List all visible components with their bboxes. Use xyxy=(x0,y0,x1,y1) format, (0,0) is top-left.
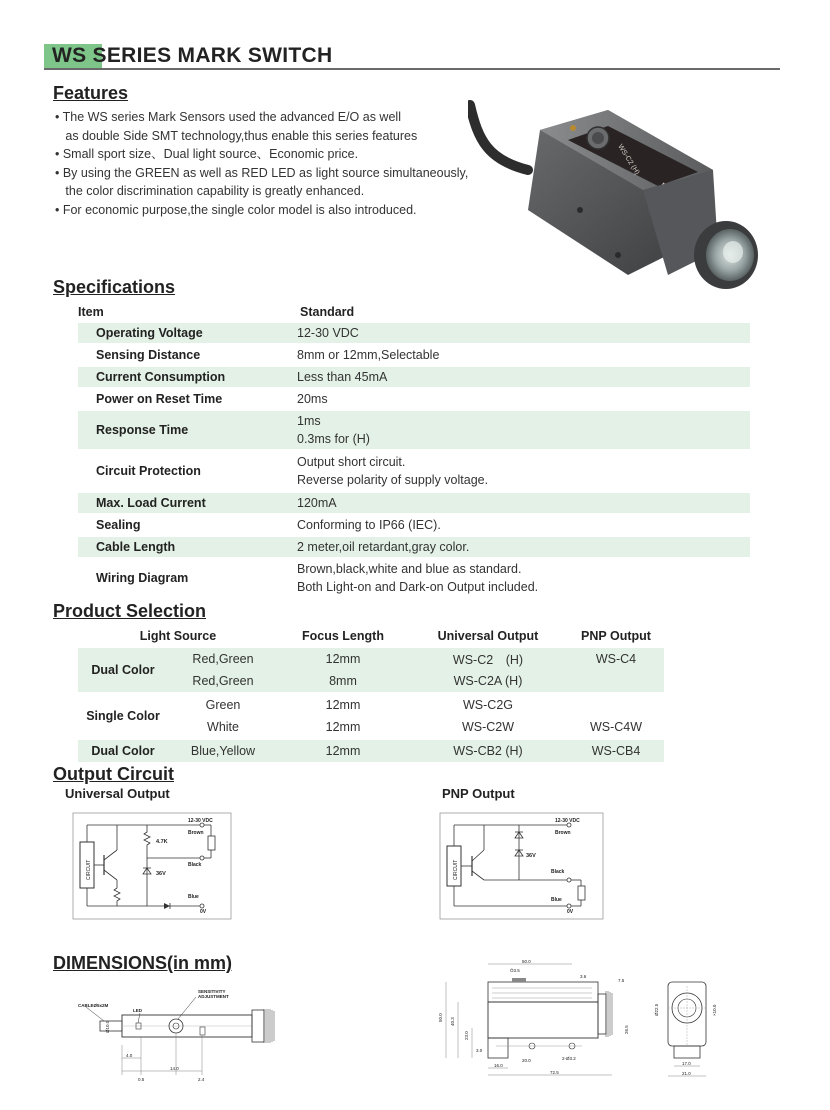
dim-value: 3.0 xyxy=(476,1048,483,1053)
spec-value: Output short circuit. xyxy=(297,455,406,469)
selection-row xyxy=(168,716,664,738)
spec-item: Wiring Diagram xyxy=(96,571,189,585)
spec-value: 0.3ms for (H) xyxy=(297,432,370,446)
spec-row xyxy=(78,345,750,365)
dim-cable-label: CABLEØ5x2M xyxy=(78,1003,109,1008)
circuit-label: CIRCUIT xyxy=(86,859,92,880)
feature-line: • Small sport size、Dual light source、Economic price. xyxy=(55,147,359,161)
light-source: White xyxy=(207,720,239,734)
focus-length: 8mm xyxy=(329,674,357,688)
universal-output: WS-C2W xyxy=(461,720,515,734)
focus-length: 12mm xyxy=(325,652,361,666)
dimensions-heading: DIMENSIONS(in mm) xyxy=(53,953,233,973)
ground-label: 0V xyxy=(200,909,207,915)
dim-value: 3.6 xyxy=(580,974,587,979)
spec-item: Sensing Distance xyxy=(96,348,201,362)
spec-item: Response Time xyxy=(96,423,189,437)
header-pnp-output: PNP Output xyxy=(581,629,651,643)
spec-value: Less than 45mA xyxy=(297,370,388,384)
dim-value: 50.0 xyxy=(438,1013,443,1022)
dim-value: 20.0 xyxy=(522,1058,531,1063)
spec-item: Power on Reset Time xyxy=(96,392,223,406)
header-universal-output: Universal Output xyxy=(437,629,539,643)
dim-value: 21.0 xyxy=(682,1071,691,1076)
feature-line: as double Side SMT technology,thus enable this series features xyxy=(55,128,418,143)
dimension-drawing-left xyxy=(76,985,291,1085)
spec-value: 2 meter,oil retardant,gray color. xyxy=(297,540,470,554)
spec-row xyxy=(78,323,750,343)
dim-value: 23.0 xyxy=(464,1031,469,1040)
product-selection-table xyxy=(78,626,664,762)
brown-label: Brown xyxy=(555,830,571,836)
features-list xyxy=(55,108,475,219)
selection-row xyxy=(168,694,664,716)
resistor-label: 4.7K xyxy=(156,839,168,845)
spec-row xyxy=(78,367,750,387)
light-source: Red,Green xyxy=(192,674,254,688)
pnp-output: WS-C4W xyxy=(589,720,643,734)
spec-header xyxy=(78,303,750,323)
spec-value: 12-30 VDC xyxy=(297,326,359,340)
specifications-heading: Specifications xyxy=(53,277,176,297)
page-title: WS SERIES MARK SWITCH xyxy=(52,44,333,67)
dim-value: 17.0 xyxy=(682,1061,691,1066)
blue-label: Blue xyxy=(551,897,562,903)
spec-header-standard: Standard xyxy=(300,305,355,319)
spec-value: 120mA xyxy=(297,496,337,510)
universal-circuit-diagram xyxy=(72,810,232,920)
universal-output: WS-C2 (H) xyxy=(452,653,524,667)
dim-value: 40.3 xyxy=(450,1017,455,1026)
spec-row xyxy=(78,389,750,409)
header-light-source: Light Source xyxy=(139,629,217,643)
output-circuit-heading: Output Circuit xyxy=(53,764,174,784)
dim-value: 2.4 xyxy=(198,1077,205,1082)
universal-output: WS-CB2 (H) xyxy=(453,744,523,758)
spec-value: Conforming to IP66 (IEC). xyxy=(297,518,441,532)
universal-output: WS-C2A (H) xyxy=(453,674,523,688)
feature-line: • For economic purpose,the single color model is also introduced. xyxy=(55,202,417,217)
pnp-output: WS-CB4 xyxy=(591,744,641,758)
dim-led-label: LED xyxy=(133,1008,142,1013)
universal-output-title: Universal Output xyxy=(65,786,170,801)
product-selection-heading: Product Selection xyxy=(53,601,207,621)
dim-cable-diameter: Ø10.0 xyxy=(105,1020,110,1033)
spec-value: 1ms xyxy=(297,414,321,428)
spec-header-item: Item xyxy=(78,305,104,319)
dim-value: 7.5 xyxy=(618,978,625,983)
supply-label: 12-30 VDC xyxy=(555,818,580,824)
circuit-label: CIRCUIT xyxy=(453,859,459,880)
dim-value: 26.5 xyxy=(624,1025,629,1034)
selection-row xyxy=(168,648,664,670)
spec-item: Max. Load Current xyxy=(96,496,206,510)
spec-row xyxy=(78,515,750,535)
spec-value: Brown,black,white and blue as standard. xyxy=(297,562,522,576)
spec-row xyxy=(78,559,750,597)
spec-item: Operating Voltage xyxy=(96,326,203,340)
group-label: Single Color xyxy=(86,709,160,723)
pnp-output: WS-C4 xyxy=(595,652,637,666)
selection-row xyxy=(168,740,664,762)
header-focus-length: Focus Length xyxy=(302,629,384,643)
dim-value: Õ3.5 xyxy=(510,968,520,973)
spec-value: 8mm or 12mm,Selectable xyxy=(297,348,440,362)
spec-value: Reverse polarity of supply voltage. xyxy=(297,473,489,487)
spec-row xyxy=(78,451,750,491)
light-source: Red,Green xyxy=(192,652,254,666)
feature-line: • By using the GREEN as well as RED LED as light source simultaneously, xyxy=(55,165,469,180)
dim-sensitivity-label: SENSITIVITY xyxy=(198,989,226,994)
dim-value: ×10.0 xyxy=(712,1004,717,1016)
spec-value: Both Light-on and Dark-on Output included. xyxy=(297,580,539,594)
focus-length: 12mm xyxy=(325,744,361,758)
black-label: Black xyxy=(188,862,202,868)
feature-line: the color discrimination capability is greatly enhanced. xyxy=(55,184,365,198)
pnp-output-title: PNP Output xyxy=(442,786,515,801)
group-label: Dual Color xyxy=(91,663,155,677)
dim-value: 16.0 xyxy=(494,1063,503,1068)
spec-item: Sealing xyxy=(96,518,141,532)
universal-output: WS-C2G xyxy=(463,698,513,712)
black-label: Black xyxy=(551,869,565,875)
selection-header xyxy=(78,626,664,646)
specifications-table xyxy=(78,303,750,597)
zener-label: 36V xyxy=(156,871,166,877)
focus-length: 12mm xyxy=(325,698,361,712)
ground-label: 0V xyxy=(567,909,574,915)
photo-model: WS-C2 (H) xyxy=(616,143,641,177)
spec-row xyxy=(78,537,750,557)
product-photo xyxy=(468,100,768,300)
group-label: Dual Color xyxy=(91,744,155,758)
dim-value: Ø22.5 xyxy=(654,1003,659,1016)
zener-label: 36V xyxy=(526,853,536,859)
brown-label: Brown xyxy=(188,830,204,836)
blue-label: Blue xyxy=(188,894,199,900)
spec-item: Cable Length xyxy=(96,540,176,554)
dim-value: 0.5 xyxy=(138,1077,145,1082)
dim-adjustment-label: ADJUSTMENT xyxy=(198,994,229,999)
feature-line: • The WS series Mark Sensors used the advanced E/O as well xyxy=(55,110,401,124)
dim-value: 14.0 xyxy=(170,1066,179,1071)
dim-value: 2-Ø3.2 xyxy=(562,1056,576,1061)
supply-label: 12-30 VDC xyxy=(188,818,213,824)
dim-value: 4.0 xyxy=(126,1053,133,1058)
features-heading: Features xyxy=(53,83,129,103)
selection-group xyxy=(78,648,664,692)
title-bar xyxy=(44,44,780,70)
dim-top-length: 50.0 xyxy=(522,959,531,964)
selection-row xyxy=(168,670,664,692)
pnp-circuit-diagram xyxy=(439,810,604,920)
spec-value: 20ms xyxy=(297,392,328,406)
spec-row xyxy=(78,411,750,449)
focus-length: 12mm xyxy=(325,720,361,734)
dimension-drawing-right xyxy=(432,958,732,1083)
light-source: Blue,Yellow xyxy=(190,744,256,758)
dim-value: 72.5 xyxy=(550,1070,559,1075)
selection-group xyxy=(78,740,664,762)
spec-row xyxy=(78,493,750,513)
light-source: Green xyxy=(205,698,241,712)
selection-group xyxy=(78,694,664,738)
spec-item: Current Consumption xyxy=(96,370,226,384)
spec-item: Circuit Protection xyxy=(96,464,201,478)
